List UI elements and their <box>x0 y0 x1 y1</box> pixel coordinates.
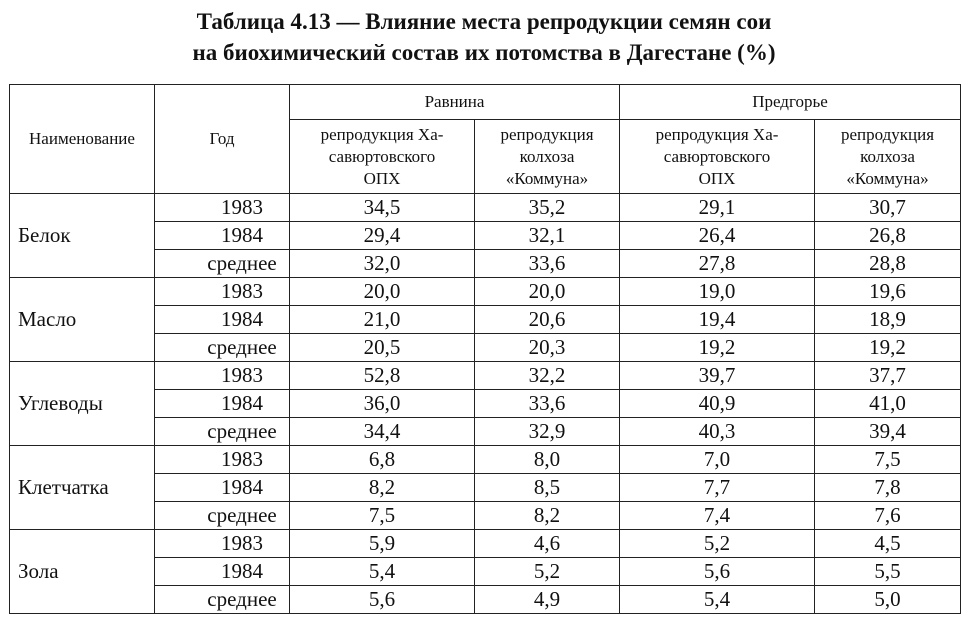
value-cell: 18,9 <box>815 306 961 334</box>
table-row <box>10 278 961 306</box>
table-row <box>10 446 961 474</box>
value-cell: 19,4 <box>620 306 815 334</box>
value-cell: 26,8 <box>815 222 961 250</box>
year-cell: среднее <box>155 418 290 446</box>
value-cell: 8,5 <box>475 474 620 502</box>
value-cell: 20,5 <box>290 334 475 362</box>
value-cell: 20,3 <box>475 334 620 362</box>
value-cell: 29,4 <box>290 222 475 250</box>
value-cell: 19,2 <box>815 334 961 362</box>
year-cell: 1984 <box>155 306 290 334</box>
value-cell: 5,4 <box>620 586 815 614</box>
year-cell: 1983 <box>155 278 290 306</box>
value-cell: 32,9 <box>475 418 620 446</box>
value-cell: 39,4 <box>815 418 961 446</box>
header-group-foothills: Предгорье <box>620 85 961 120</box>
title-line-2: на биохимический состав их потомства в Дагестане (%) <box>192 40 776 65</box>
value-cell: 6,8 <box>290 446 475 474</box>
value-cell: 8,2 <box>475 502 620 530</box>
value-cell: 7,6 <box>815 502 961 530</box>
value-cell: 34,4 <box>290 418 475 446</box>
value-cell: 21,0 <box>290 306 475 334</box>
header-year: Год <box>155 85 290 194</box>
value-cell: 33,6 <box>475 390 620 418</box>
value-cell: 5,5 <box>815 558 961 586</box>
value-cell: 29,1 <box>620 194 815 222</box>
value-cell: 40,9 <box>620 390 815 418</box>
value-cell: 30,7 <box>815 194 961 222</box>
value-cell: 5,9 <box>290 530 475 558</box>
value-cell: 7,5 <box>815 446 961 474</box>
data-table <box>9 84 961 614</box>
value-cell: 19,0 <box>620 278 815 306</box>
table-row <box>10 530 961 558</box>
value-cell: 5,0 <box>815 586 961 614</box>
row-group-name: Зола <box>10 530 155 614</box>
value-cell: 20,0 <box>290 278 475 306</box>
value-cell: 37,7 <box>815 362 961 390</box>
value-cell: 4,5 <box>815 530 961 558</box>
value-cell: 5,6 <box>290 586 475 614</box>
value-cell: 26,4 <box>620 222 815 250</box>
value-cell: 36,0 <box>290 390 475 418</box>
header-subcol: репродукция колхоза «Коммуна» <box>815 120 961 194</box>
value-cell: 7,7 <box>620 474 815 502</box>
table-row <box>10 362 961 390</box>
value-cell: 39,7 <box>620 362 815 390</box>
value-cell: 28,8 <box>815 250 961 278</box>
row-group-name: Клетчатка <box>10 446 155 530</box>
value-cell: 34,5 <box>290 194 475 222</box>
year-cell: 1984 <box>155 474 290 502</box>
year-cell: 1984 <box>155 390 290 418</box>
value-cell: 5,6 <box>620 558 815 586</box>
value-cell: 8,2 <box>290 474 475 502</box>
value-cell: 52,8 <box>290 362 475 390</box>
value-cell: 20,0 <box>475 278 620 306</box>
value-cell: 8,0 <box>475 446 620 474</box>
header-subcol: репродукция колхоза «Коммуна» <box>475 120 620 194</box>
title-line-1: Таблица 4.13 — Влияние места репродукции семян сои <box>196 9 772 34</box>
value-cell: 19,2 <box>620 334 815 362</box>
year-cell: среднее <box>155 334 290 362</box>
value-cell: 40,3 <box>620 418 815 446</box>
value-cell: 7,5 <box>290 502 475 530</box>
value-cell: 20,6 <box>475 306 620 334</box>
year-cell: 1983 <box>155 362 290 390</box>
value-cell: 4,6 <box>475 530 620 558</box>
value-cell: 33,6 <box>475 250 620 278</box>
row-group-name: Белок <box>10 194 155 278</box>
value-cell: 32,0 <box>290 250 475 278</box>
value-cell: 32,2 <box>475 362 620 390</box>
table-body <box>10 194 961 614</box>
value-cell: 35,2 <box>475 194 620 222</box>
year-cell: 1983 <box>155 446 290 474</box>
value-cell: 19,6 <box>815 278 961 306</box>
header-subcol: репродукция Ха- савюртовского ОПХ <box>290 120 475 194</box>
year-cell: среднее <box>155 586 290 614</box>
year-cell: среднее <box>155 250 290 278</box>
value-cell: 7,0 <box>620 446 815 474</box>
table-row <box>10 194 961 222</box>
value-cell: 7,4 <box>620 502 815 530</box>
year-cell: 1984 <box>155 222 290 250</box>
value-cell: 27,8 <box>620 250 815 278</box>
value-cell: 5,2 <box>620 530 815 558</box>
value-cell: 5,4 <box>290 558 475 586</box>
value-cell: 7,8 <box>815 474 961 502</box>
value-cell: 32,1 <box>475 222 620 250</box>
header-subcol: репродукция Ха- савюртовского ОПХ <box>620 120 815 194</box>
value-cell: 41,0 <box>815 390 961 418</box>
year-cell: 1983 <box>155 194 290 222</box>
value-cell: 5,2 <box>475 558 620 586</box>
year-cell: 1984 <box>155 558 290 586</box>
year-cell: 1983 <box>155 530 290 558</box>
year-cell: среднее <box>155 502 290 530</box>
header-group-plain: Равнина <box>290 85 620 120</box>
header-name: Наименование <box>10 85 155 194</box>
document-title <box>0 6 968 68</box>
value-cell: 4,9 <box>475 586 620 614</box>
row-group-name: Углеводы <box>10 362 155 446</box>
row-group-name: Масло <box>10 278 155 362</box>
